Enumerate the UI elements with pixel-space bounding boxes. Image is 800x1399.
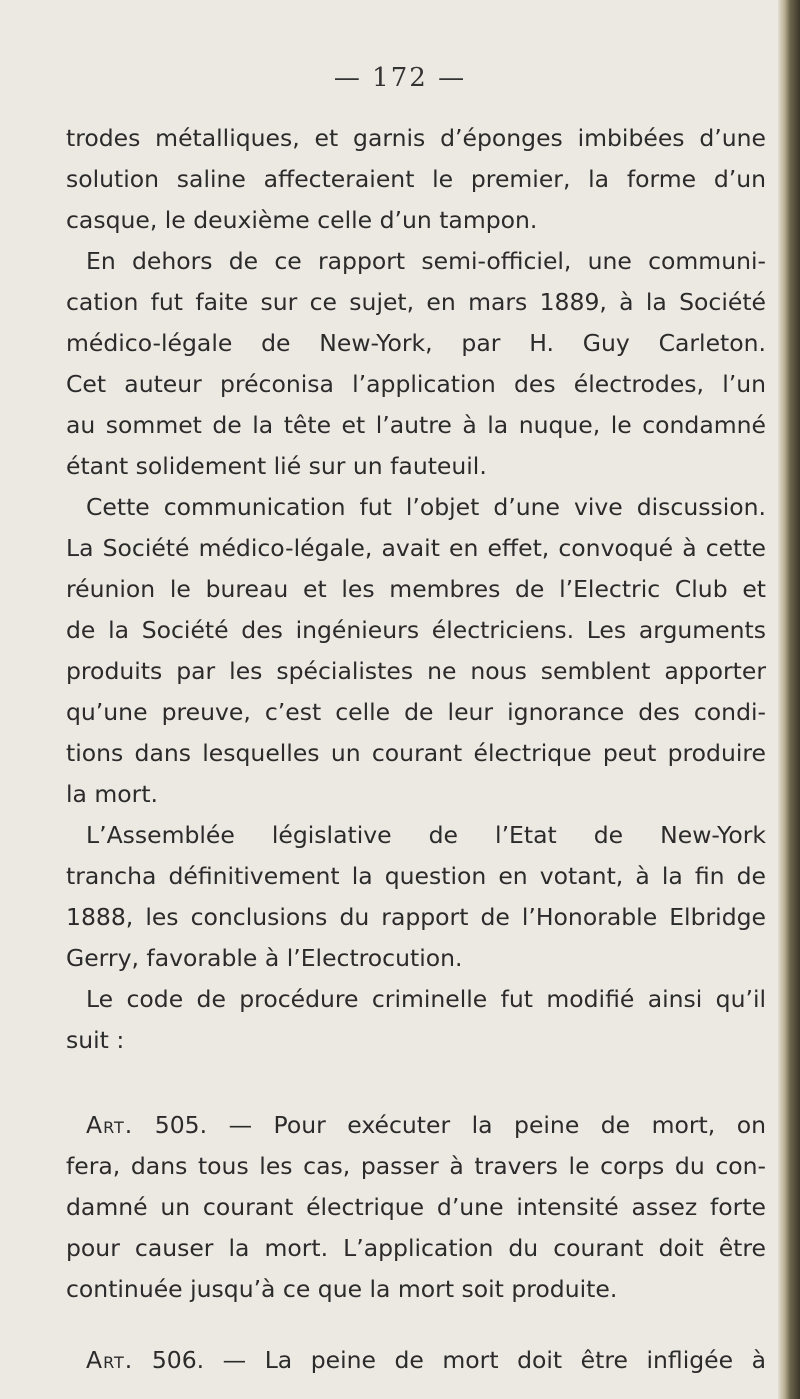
article-text: 505. — Pour exécuter la peine de mort, on [154, 1111, 766, 1139]
text-line: damné un courant électrique d’une intensité assez forte [66, 1193, 766, 1221]
text-line: La Société médico-légale, avait en effet, convoqué à cette [66, 534, 766, 562]
text-line: Cette communication fut l’objet d’une vive discussion. [86, 493, 766, 521]
text-line: produits par les spécialistes ne nous semblent apporter [66, 657, 766, 685]
text-line: tions dans lesquelles un courant électrique peut produire [66, 739, 766, 767]
text-line: la mort. [66, 780, 159, 808]
text-line: Gerry, favorable à l’Electrocution. [66, 944, 463, 972]
text-line: solution saline affecteraient le premier, la forme d’un [66, 165, 766, 193]
text-line: casque, le deuxième celle d’un tampon. [66, 206, 538, 234]
text-line: qu’une preuve, c’est celle de leur ignorance des condi- [66, 698, 766, 726]
text-line: Le code de procédure criminelle fut modifié ainsi qu’il [86, 985, 766, 1013]
text-line: réunion le bureau et les membres de l’Electric Club et [66, 575, 766, 603]
text-line: trancha définitivement la question en votant, à la fin de [66, 862, 766, 890]
text-line: fera, dans tous les cas, passer à travers le corps du con- [66, 1152, 766, 1180]
text-line: trodes métalliques, et garnis d’éponges imbibées d’une [66, 124, 766, 152]
article-label: Art. [86, 1111, 134, 1139]
text-line: médico-légale de New-York, par H. Guy Carleton. [66, 329, 766, 357]
text-line: suit : [66, 1026, 125, 1054]
text-line: pour causer la mort. L’application du courant doit être [66, 1234, 766, 1262]
page-number: — 172 — [333, 63, 467, 93]
article-506-line [86, 1345, 766, 1375]
text-line: au sommet de la tête et l’autre à la nuque, le condamné [66, 411, 766, 439]
article-505-line [86, 1110, 766, 1140]
text-line: Cet auteur préconisa l’application des électrodes, l’un [66, 370, 766, 398]
article-label: Art. [86, 1346, 134, 1374]
article-text: 506. — La peine de mort doit être infligée à [151, 1346, 766, 1374]
text-line: de la Société des ingénieurs électriciens. Les arguments [66, 616, 766, 644]
text-line: cation fut faite sur ce sujet, en mars 1889, à la Société [66, 288, 766, 316]
text-line: En dehors de ce rapport semi-officiel, une communi- [86, 247, 766, 275]
text-line: étant solidement lié sur un fauteuil. [66, 452, 487, 480]
page-edge-shadow [778, 0, 800, 1399]
text-line: 1888, les conclusions du rapport de l’Honorable Elbridge [66, 903, 766, 931]
text-line: L’Assemblée législative de l’Etat de New-York [86, 821, 766, 849]
text-line: continuée jusqu’à ce que la mort soit produite. [66, 1275, 618, 1303]
